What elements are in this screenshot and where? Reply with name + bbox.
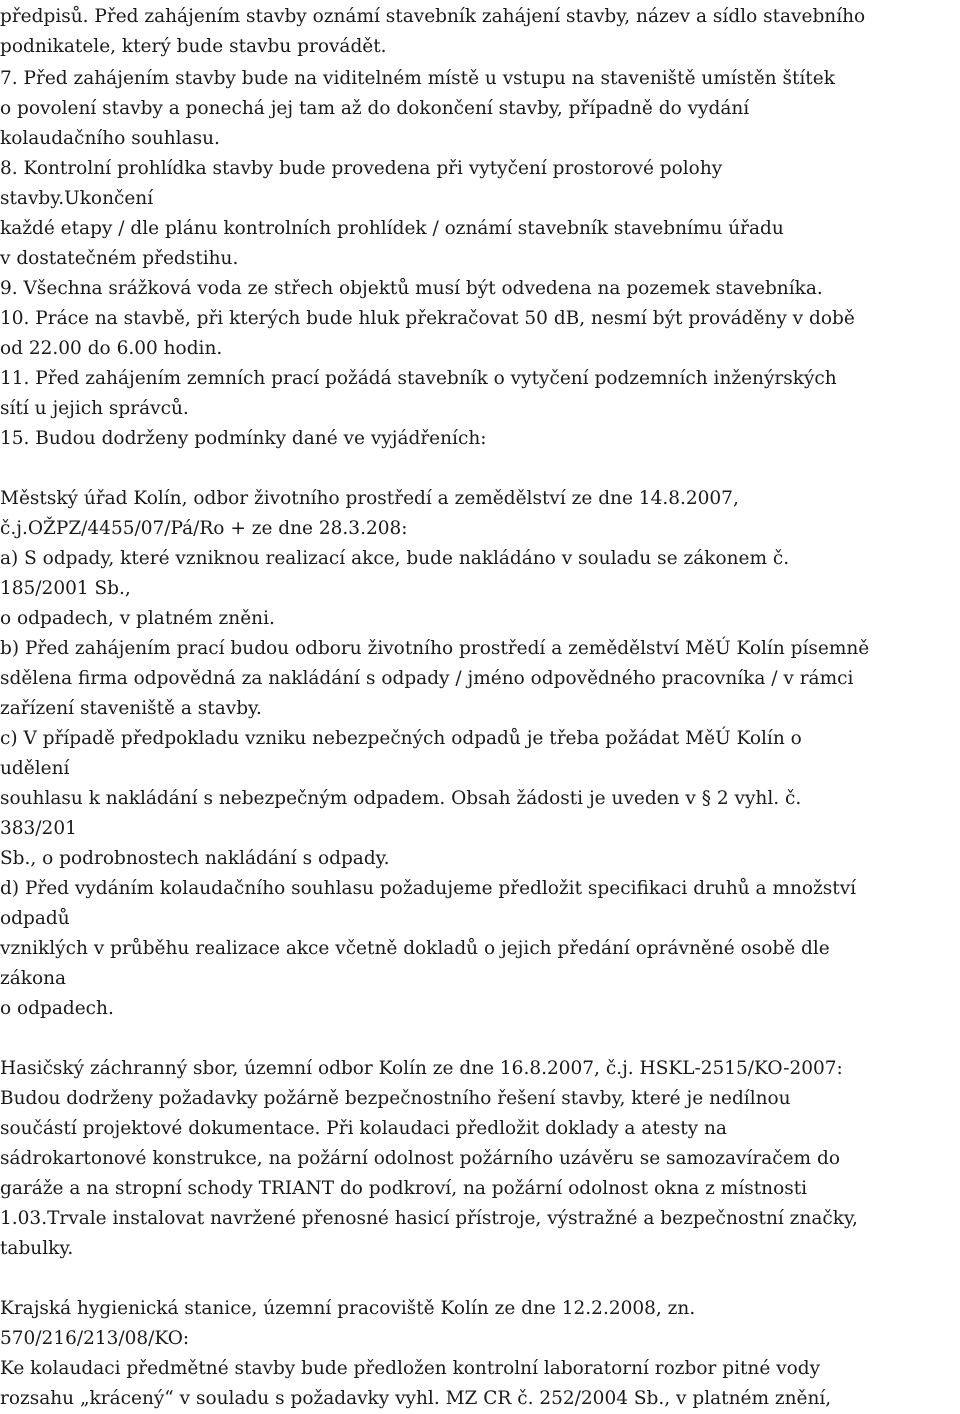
text-line: zařízení staveniště a stavby. [0, 698, 262, 719]
text-line: 570/216/213/08/KO: [0, 1328, 190, 1349]
text-line: sádrokartonové konstrukce, na požární odolnost požárního uzávěru se samozavíračem do [0, 1148, 840, 1169]
text-line: Městský úřad Kolín, odbor životního prostředí a zemědělství ze dne 14.8.2007, [0, 488, 739, 509]
text-line: zákona [0, 968, 67, 989]
text-line: předpisů. Před zahájením stavby oznámí stavebník zahájení stavby, název a sídlo stavebního [0, 6, 866, 27]
text-line: od 22.00 do 6.00 hodin. [0, 338, 223, 359]
text-line: Sb., o podrobnostech nakládání s odpady. [0, 848, 390, 869]
text-line: č.j.OŽPZ/4455/07/Pá/Ro + ze dne 28.3.208: [0, 518, 408, 539]
text-line: stavby.Ukončení [0, 188, 154, 209]
text-line: Krajská hygienická stanice, územní pracoviště Kolín ze dne 12.2.2008, zn. [0, 1298, 696, 1319]
text-line: 15. Budou dodrženy podmínky dané ve vyjádřeních: [0, 428, 487, 449]
text-line: 383/201 [0, 818, 77, 839]
text-line: sdělena firma odpovědná za nakládání s odpady / jméno odpovědného pracovníka / v rámci [0, 668, 854, 689]
text-line: 1.03.Trvale instalovat navržené přenosné hasicí přístroje, výstražné a bezpečnostní značky, [0, 1208, 858, 1229]
text-line: odpadů [0, 908, 70, 929]
text-line: 10. Práce na stavbě, při kterých bude hluk překračovat 50 dB, nesmí být prováděny v době [0, 308, 855, 329]
text-line: podnikatele, který bude stavbu provádět. [0, 36, 387, 57]
text-line: garáže a na stropní schody TRIANT do podkroví, na požární odolnost okna z místnosti [0, 1178, 808, 1199]
text-line: každé etapy / dle plánu kontrolních prohlídek / oznámí stavebník stavebnímu úřadu [0, 218, 784, 239]
text-line: a) S odpady, které vzniknou realizací akce, bude nakládáno v souladu se zákonem č. [0, 548, 790, 569]
text-line: rozsahu „krácený“ v souladu s požadavky vyhl. MZ CR č. 252/2004 Sb., v platném znění, [0, 1388, 832, 1409]
text-line: kolaudačního souhlasu. [0, 128, 220, 149]
text-line: o odpadech. [0, 998, 114, 1019]
text-line: c) V případě předpokladu vzniku nebezpečných odpadů je třeba požádat MěÚ Kolín o [0, 728, 802, 749]
text-line: 11. Před zahájením zemních prací požádá stavebník o vytyčení podzemních inženýrských [0, 368, 837, 389]
text-line: 9. Všechna srážková voda ze střech objektů musí být odvedena na pozemek stavebníka. [0, 278, 823, 299]
text-line: vzniklých v průběhu realizace akce včetně dokladů o jejich předání oprávněné osobě dle [0, 938, 830, 959]
text-line: o povolení stavby a ponechá jej tam až do dokončení stavby, případně do vydání [0, 98, 750, 119]
text-line: součástí projektové dokumentace. Při kolaudaci předložit doklady a atesty na [0, 1118, 727, 1139]
text-line: Ke kolaudaci předmětné stavby bude předložen kontrolní laboratorní rozbor pitné vody [0, 1358, 821, 1379]
text-line: udělení [0, 758, 70, 779]
text-line: souhlasu k nakládání s nebezpečným odpadem. Obsah žádosti je uveden v § 2 vyhl. č. [0, 788, 802, 809]
text-line: Hasičský záchranný sbor, územní odbor Kolín ze dne 16.8.2007, č.j. HSKL-2515/KO-2007: [0, 1058, 843, 1079]
text-line: 185/2001 Sb., [0, 578, 131, 599]
text-line: v dostatečném předstihu. [0, 248, 239, 269]
text-line: Budou dodrženy požadavky požárně bezpečnostního řešení stavby, které je nedílnou [0, 1088, 791, 1109]
text-line: 7. Před zahájením stavby bude na viditelném místě u vstupu na staveniště umístěn štítek [0, 68, 835, 89]
text-line: o odpadech, v platném zněni. [0, 608, 275, 629]
text-line: b) Před zahájením prací budou odboru životního prostředí a zemědělství MěÚ Kolín písemně [0, 638, 870, 659]
text-line: sítí u jejich správců. [0, 398, 189, 419]
text-line: 8. Kontrolní prohlídka stavby bude provedena při vytyčení prostorové polohy [0, 158, 723, 179]
text-line: d) Před vydáním kolaudačního souhlasu požadujeme předložit specifikaci druhů a množství [0, 878, 857, 899]
text-line: tabulky. [0, 1238, 74, 1259]
